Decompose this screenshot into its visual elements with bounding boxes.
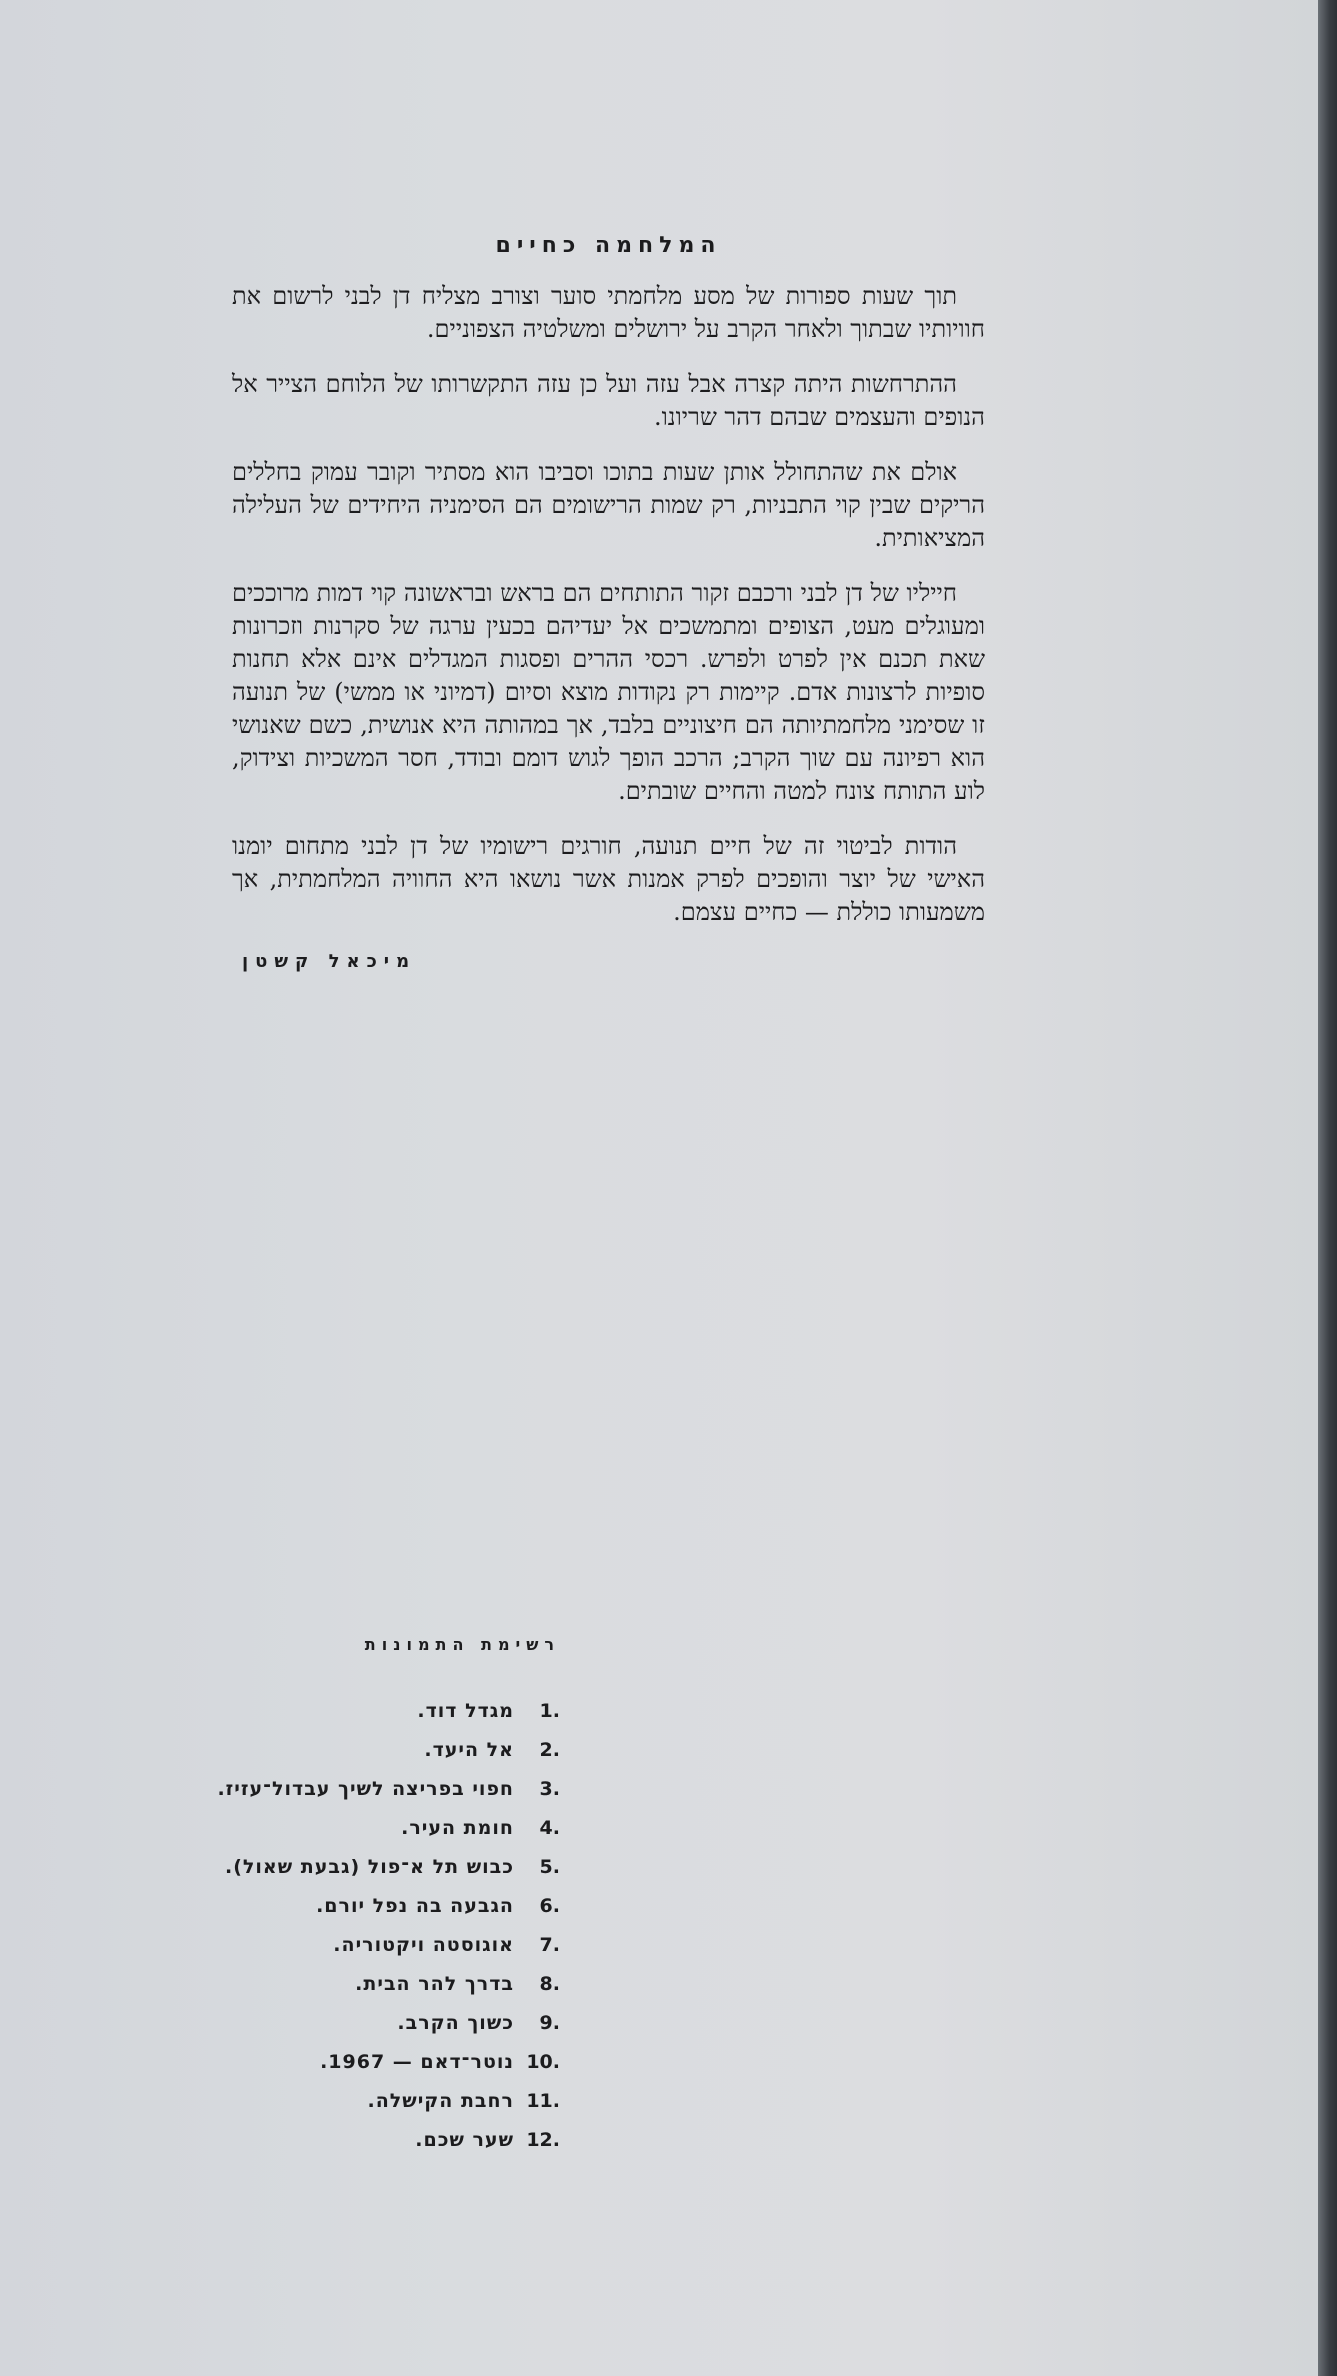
plate-number: 7. xyxy=(539,1934,560,1956)
plate-item xyxy=(120,2012,560,2051)
plate-item xyxy=(120,2129,560,2168)
plate-number: 1. xyxy=(539,1700,560,1722)
plate-number: 6. xyxy=(539,1895,560,1917)
plate-number: 8. xyxy=(539,1973,560,1995)
plate-item xyxy=(120,1700,560,1739)
plate-number: 3. xyxy=(539,1778,560,1800)
plate-number: 4. xyxy=(539,1817,560,1839)
plate-number: 9. xyxy=(539,2012,560,2034)
plate-item xyxy=(120,1778,560,1817)
plate-title: בדרך להר הבית. xyxy=(355,1973,514,1995)
plate-item xyxy=(120,1739,560,1778)
plate-number: 11. xyxy=(526,2090,560,2112)
plates-heading: רשימת התמונות xyxy=(364,1635,560,1654)
plate-title: מגדל דוד. xyxy=(417,1700,514,1722)
essay xyxy=(232,215,985,972)
author-signature: מיכאל קשטן xyxy=(242,951,417,972)
plate-title: נוטר־דאם — 1967. xyxy=(320,2051,514,2073)
plate-title: אל היעד. xyxy=(424,1739,514,1761)
plate-title: כשוך הקרב. xyxy=(397,2012,514,2034)
plate-item xyxy=(120,1856,560,1895)
plate-title: חפוי בפריצה לשיך עבדול־עזיז. xyxy=(217,1778,514,1800)
plate-item xyxy=(120,1895,560,1934)
plate-number: 2. xyxy=(539,1739,560,1761)
plate-item xyxy=(120,2090,560,2129)
plate-number: 5. xyxy=(539,1856,560,1878)
plates-list-section xyxy=(120,1635,560,2168)
essay-paragraph-2: ההתרחשות היתה קצרה אבל עזה ועל כן עזה התקשרותו של הלוחם הצייר אל הנופים והעצמים שבהם דהר שריונו. xyxy=(232,370,985,431)
plate-title: חומת העיר. xyxy=(401,1817,514,1839)
plate-title: אוגוסטה ויקטוריה. xyxy=(333,1934,514,1956)
essay-paragraph-4: חייליו של דן לבני ורכבם זקור התותחים הם בראש ובראשונה קוי דמות מרוככים ומעוגלים מעט, הצופים ומתמשכים אל יעדיהם בכעין ערגה של סקרנות וזכרונות שאת תכנם אין לפרט ולפרש. רכסי ההרים ופסגות המגדלים אינם אלא תחנות סופיות לרצונות אדם. קיימות רק נקודות מוצא וסיום (דמיוני או ממשי) של תנועה זו שסימני מלחמתיותה הם חיצוניים בלבד, אך במהותה היא אנושית, כשם שאנושי הוא רפיונה עם שוך הקרב; הרכב הופך לגוש דומם ובודד, חסר המשכיות וצידוק, לוע התותח צונח למטה והחיים שובתים. xyxy=(232,579,985,805)
plate-item xyxy=(120,2051,560,2090)
essay-title: המלחמה כחיים xyxy=(495,233,722,258)
plate-list xyxy=(120,1700,560,2168)
plate-title: שער שכם. xyxy=(415,2129,514,2151)
page-edge-shadow xyxy=(1318,0,1337,2376)
plate-title: רחבת הקישלה. xyxy=(367,2090,514,2112)
plate-item xyxy=(120,1817,560,1856)
plate-number: 10. xyxy=(526,2051,560,2073)
plate-number: 12. xyxy=(526,2129,560,2151)
essay-paragraph-5: הודות לביטוי זה של חיים תנועה, חורגים רישומיו של דן לבני מתחום יומנו האישי של יוצר והופכים לפרק אמנות אשר נושאו היא החוויה המלחמתית, אך משמעותו כוללת — כחיים עצמם. xyxy=(232,832,985,926)
essay-paragraph-1: תוך שעות ספורות של מסע מלחמתי סוער וצורב מצליח דן לבני לרשום את חוויותיו שבתוך ולאחר הקרב על ירושלים ומשלטיה הצפוניים. xyxy=(232,282,985,343)
plate-item xyxy=(120,1973,560,2012)
plate-item xyxy=(120,1934,560,1973)
plate-title: הגבעה בה נפל יורם. xyxy=(316,1895,514,1917)
plate-title: כבוש תל א־פול (גבעת שאול). xyxy=(225,1856,514,1878)
essay-paragraph-3: אולם את שהתחולל אותן שעות בתוכו וסביבו הוא מסתיר וקובר עמוק בחללים הריקים שבין קוי התבניות, רק שמות הרישומים הם הסימניה היחידים של העלילה המציאותית. xyxy=(232,458,985,552)
